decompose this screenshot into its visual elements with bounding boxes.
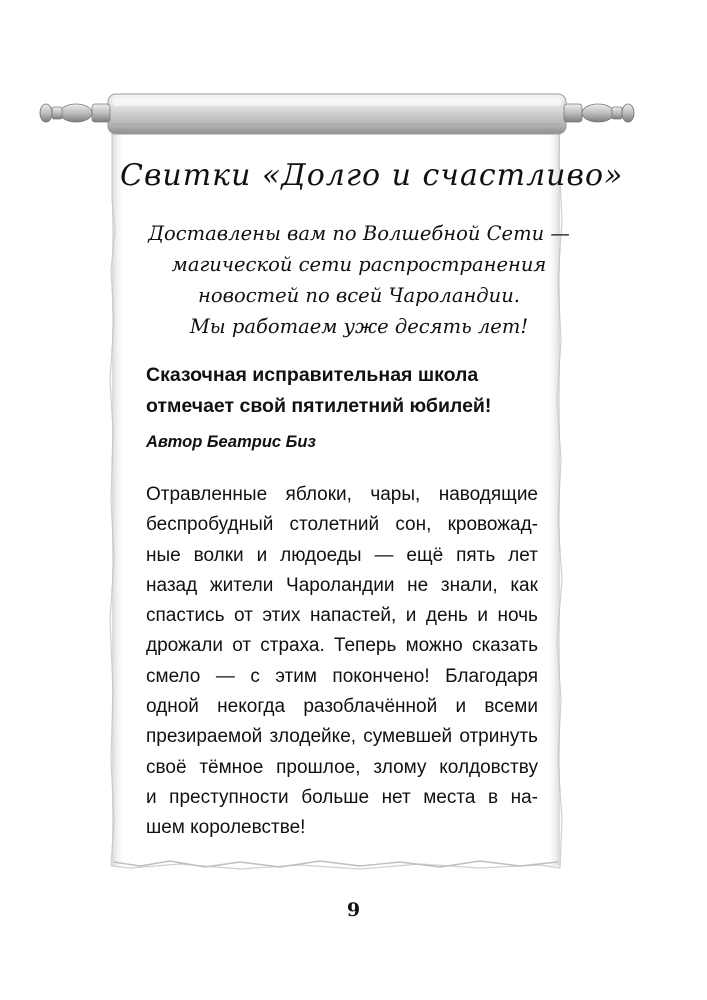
article-body (146, 480, 538, 844)
headline-line: отмечает свой пятилетний юбилей! (146, 395, 492, 417)
scroll-subtitle (120, 218, 598, 342)
body-line: спастись от этих напастей, и день и ночь (146, 605, 538, 627)
body-line: ные волки и людоеды — ещё пять лет (146, 544, 538, 566)
body-line: одной некогда разоблачённой и всеми (146, 696, 538, 718)
scroll-title: Свитки «Долго и счастливо» (120, 158, 624, 193)
article-headline (146, 360, 566, 422)
subtitle-line: магической сети распространения (171, 253, 547, 276)
body-line: дрожали от страха. Теперь можно сказать (146, 635, 538, 657)
body-line: и преступности больше нет места в на- (146, 786, 538, 808)
page-number: 9 (346, 899, 361, 921)
subtitle-line: новостей по всей Чароландии. (198, 284, 520, 307)
body-line: шем королевстве! (146, 817, 306, 839)
body-line: смело — с этим покончено! Благодаря (146, 665, 538, 687)
body-line: Отравленные яблоки, чары, наводящие (146, 484, 538, 505)
subtitle-line: Мы работаем уже десять лет! (189, 315, 529, 338)
headline-line: Сказочная исправительная школа (146, 364, 479, 386)
body-line: беспробудный столетний сон, кровожад- (146, 514, 538, 536)
article-byline: Автор Беатрис Биз (146, 433, 316, 451)
body-line: презираемой злодейке, сумевшей отринуть (146, 726, 538, 748)
subtitle-line: Доставлены вам по Волшебной Сети — (148, 222, 570, 245)
body-line: своё тёмное прошлое, злому колдовству (146, 756, 538, 778)
body-line: назад жители Чароландии не знали, как (146, 574, 538, 596)
